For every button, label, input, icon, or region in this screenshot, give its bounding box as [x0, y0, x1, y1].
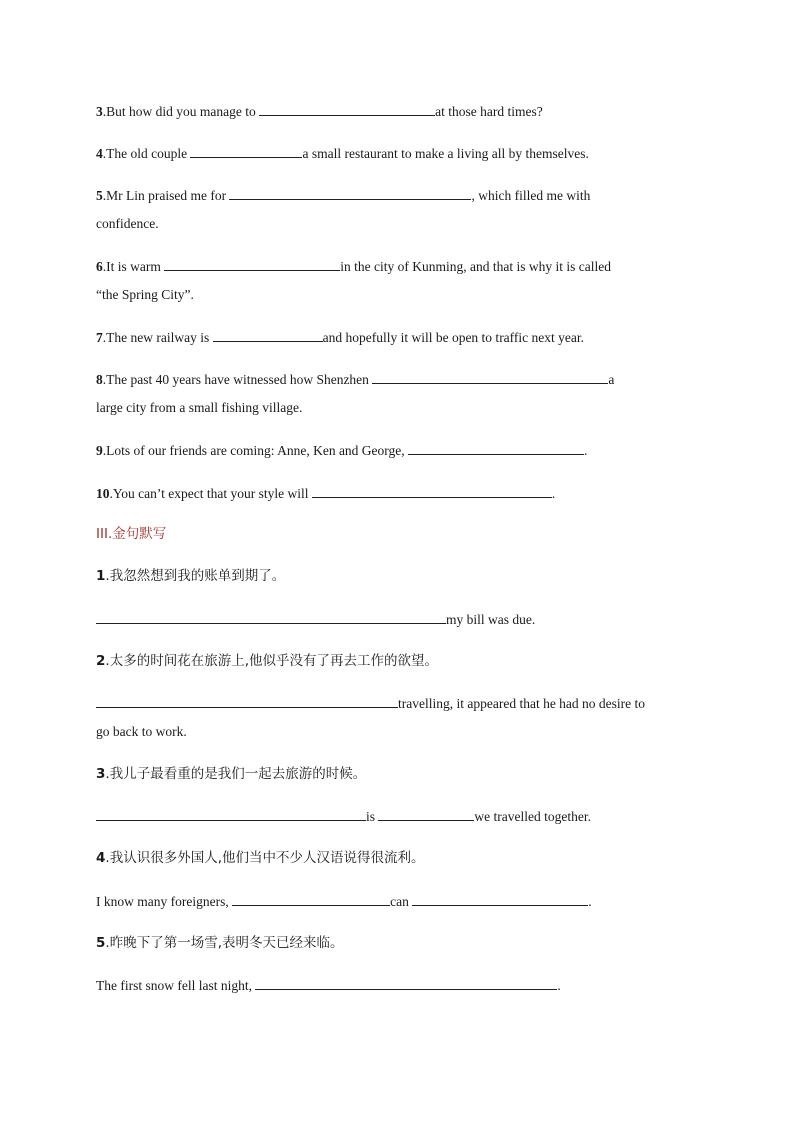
answer-blank[interactable] — [229, 186, 471, 200]
answer-blank[interactable] — [312, 484, 552, 498]
question-text: . — [584, 443, 588, 458]
question-3 — [96, 102, 543, 121]
question-text: .Lots of our friends are coming: Anne, Ken and George, — [102, 443, 409, 458]
sentence-number: 2 — [96, 653, 106, 669]
question-text: and hopefully it will be open to traffic next year. — [322, 330, 585, 345]
question-text: . — [551, 486, 556, 501]
question-5 — [96, 186, 590, 205]
question-number: 7 — [96, 330, 103, 345]
question-text: .The old couple — [102, 146, 191, 161]
answer-blank[interactable] — [408, 441, 584, 455]
answer-blank[interactable] — [255, 976, 557, 990]
answer-text: is — [366, 809, 379, 824]
question-text: .You can’t expect that your style will — [109, 486, 312, 501]
answer-continuation: go back to work. — [96, 724, 187, 739]
sentence-number: 1 — [96, 568, 106, 584]
answer-blank[interactable] — [164, 257, 340, 271]
chinese-prompt: .我儿子最看重的是我们一起去旅游的时候。 — [105, 766, 367, 782]
question-text: .But how did you manage to — [102, 104, 260, 119]
answer-blank[interactable] — [96, 610, 446, 624]
sentence-number: 5 — [96, 935, 106, 951]
sentence-1-prompt — [96, 567, 285, 585]
question-9 — [96, 441, 587, 460]
section-title: III.金句默写 — [96, 526, 167, 542]
sentence-5-answer — [96, 976, 561, 995]
chinese-prompt: .昨晚下了第一场雪,表明冬天已经来临。 — [105, 935, 344, 951]
question-continuation: large city from a small fishing village. — [96, 400, 303, 415]
sentence-3-prompt — [96, 765, 366, 783]
question-text: , which filled me with — [471, 188, 591, 203]
question-text: at those hard times? — [435, 104, 543, 119]
sentence-2-answer — [96, 694, 645, 713]
answer-blank[interactable] — [96, 694, 398, 708]
chinese-prompt: .我认识很多外国人,他们当中不少人汉语说得很流利。 — [105, 850, 425, 866]
question-number: 4 — [96, 146, 103, 161]
chinese-prompt: .我忽然想到我的账单到期了。 — [105, 568, 286, 584]
answer-text: travelling, it appeared that he had no desire to — [398, 696, 646, 711]
question-6 — [96, 257, 611, 276]
answer-blank[interactable] — [412, 892, 588, 906]
sentence-4-answer — [96, 892, 592, 911]
answer-blank[interactable] — [259, 102, 435, 116]
question-10 — [96, 484, 555, 503]
sentence-5-prompt — [96, 934, 344, 952]
answer-blank[interactable] — [190, 144, 302, 158]
question-number: 8 — [96, 372, 103, 387]
answer-blank[interactable] — [213, 328, 323, 342]
chinese-prompt: .太多的时间花在旅游上,他似乎没有了再去工作的欲望。 — [105, 653, 438, 669]
sentence-number: 4 — [96, 850, 106, 866]
question-continuation: “the Spring City”. — [96, 287, 194, 302]
answer-text: . — [588, 894, 592, 909]
question-8 — [96, 370, 614, 389]
question-number: 9 — [96, 443, 103, 458]
answer-text: The first snow fell last night, — [96, 978, 256, 993]
question-text: .The new railway is — [102, 330, 213, 345]
question-number: 3 — [96, 104, 103, 119]
question-text: .The past 40 years have witnessed how Shenzhen — [102, 372, 373, 387]
question-text: a small restaurant to make a living all by themselves. — [302, 146, 589, 161]
question-4 — [96, 144, 589, 163]
question-continuation: confidence. — [96, 216, 159, 231]
question-text: .It is warm — [102, 259, 165, 274]
sentence-3-answer — [96, 807, 591, 826]
answer-text: . — [557, 978, 561, 993]
answer-text: my bill was due. — [446, 612, 536, 627]
question-text: a — [608, 372, 615, 387]
question-text: in the city of Kunming, and that is why it is called — [340, 259, 611, 274]
question-number: 10 — [96, 486, 110, 501]
question-text: .Mr Lin praised me for — [102, 188, 230, 203]
answer-text: we travelled together. — [474, 809, 591, 824]
answer-text: I know many foreigners, — [96, 894, 233, 909]
answer-blank[interactable] — [378, 807, 474, 821]
answer-text: can — [390, 894, 413, 909]
answer-blank[interactable] — [372, 370, 608, 384]
answer-blank[interactable] — [232, 892, 390, 906]
sentence-number: 3 — [96, 766, 106, 782]
answer-blank[interactable] — [96, 807, 366, 821]
sentence-4-prompt — [96, 849, 425, 867]
question-number: 6 — [96, 259, 103, 274]
question-7 — [96, 328, 584, 347]
sentence-1-answer — [96, 610, 535, 629]
sentence-2-prompt — [96, 652, 438, 670]
question-number: 5 — [96, 188, 103, 203]
